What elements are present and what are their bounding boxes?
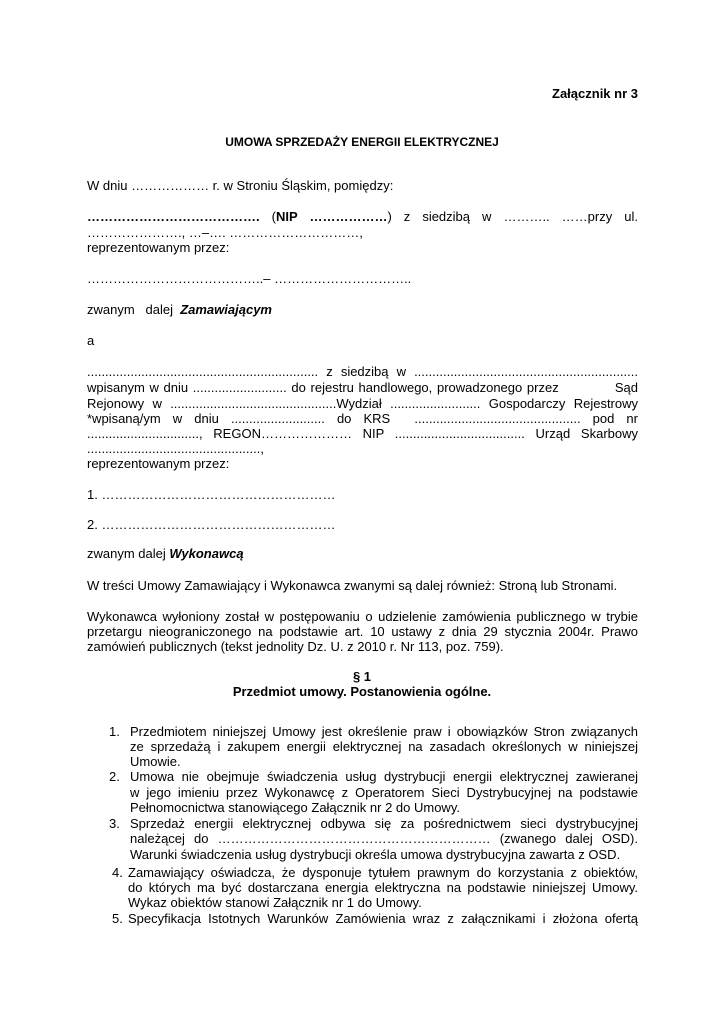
- party2-line4: *wpisaną/ym w dniu .......................... do KRS .............................................. pod nr: [87, 411, 638, 426]
- party2-represented: reprezentowanym przez:: [87, 456, 230, 471]
- item-3-number: 3.: [109, 816, 120, 831]
- item-5-line-1: Specyfikacja Istotnych Warunków Zamówienia wraz z załącznikami i złożona ofertą: [128, 911, 638, 926]
- selection-line-2: przetargu nieograniczonego na podstawie art. 10 ustawy z dnia 29 stycznia 2004r. Prawo: [87, 624, 638, 639]
- item-2-line-1: Umowa nie obejmuje świadczenia usług dystrybucji energii elektrycznej zawieranej: [130, 769, 638, 784]
- selection-line-1: Wykonawca wyłoniony został w postępowaniu o udzielenie zamówienia publicznego w trybie: [87, 609, 638, 624]
- party1-called: [87, 302, 272, 318]
- party2-line1: ................................................................ z siedzibą w ..............................................................: [87, 364, 638, 379]
- item-3-line-1: Sprzedaż energii elektrycznej odbywa się za pośrednictwem sieci dystrybucyjnej: [130, 816, 638, 831]
- item-2-line-3: Pełnomocnictwa stanowiącego Załącznik nr 2 do Umowy.: [130, 800, 460, 815]
- item-2-line-2: w jego imieniu przez Wykonawcę z Operatorem Sieci Dystrybucyjnej na podstawie: [130, 785, 638, 800]
- party2-called-prefix: zwanym dalej: [87, 546, 170, 561]
- party1-called-prefix: zwanym dalej: [87, 302, 181, 317]
- item-3-line-3: Warunki świadczenia usług dystrybucji określa umowa dystrybucyjna zawarta z OSD.: [130, 847, 621, 862]
- party2-called: [87, 546, 244, 562]
- party2-role: Wykonawcą: [169, 546, 244, 561]
- party1-nip-open: (: [259, 209, 276, 224]
- selection-line-3: zamówień publicznych (tekst jednolity Dz. U. z 2010 r. Nr 113, poz. 759).: [87, 639, 504, 654]
- party1-line1: [87, 209, 638, 225]
- party2-representative-1: 1. ………………………………………………: [87, 487, 336, 502]
- document-title: UMOWA SPRZEDAŻY ENERGII ELEKTRYCZNEJ: [225, 135, 499, 149]
- item-4-line-3: Wykaz obiektów stanowi Załącznik nr 1 do Umowy.: [128, 895, 422, 910]
- party1-role: Zamawiającym: [180, 302, 272, 317]
- item-1-line-3: Umowie.: [130, 754, 181, 769]
- item-2-number: 2.: [109, 769, 120, 784]
- party1-line2: …………………., …–…. …………………………,: [87, 225, 363, 240]
- party2-line5: ..............................., REGON………………… NIP .................................... Urząd Skarbowy: [87, 426, 638, 441]
- party2-line6: ................................................,: [87, 441, 264, 456]
- parties-note: W treści Umowy Zamawiający i Wykonawca zwanymi są dalej również: Stroną lub Stronami.: [87, 578, 618, 593]
- item-4-line-1: Zamawiający oświadcza, że dysponuje tytułem prawnym do korzystania z obiektów,: [128, 865, 638, 880]
- section-heading: Przedmiot umowy. Postanowienia ogólne.: [232, 684, 492, 699]
- party2-representative-2: 2. ………………………………………………: [87, 517, 336, 532]
- party1-represented: reprezentowanym przez:: [87, 240, 230, 255]
- party1-nip: NIP ………………: [275, 209, 388, 224]
- and-connector: a: [87, 333, 95, 348]
- section-number: § 1: [352, 669, 372, 684]
- item-1-number: 1.: [109, 724, 120, 739]
- intro-line: W dniu ……………… r. w Stroniu Śląskim, pomiędzy:: [87, 178, 394, 193]
- item-4-line-2: do których ma być dostarczana energia elektryczna na podstawie niniejszej Umowy.: [128, 880, 638, 895]
- party2-line2: wpisanym w dniu .......................... do rejestru handlowego, prowadzonego przez Sąd: [87, 380, 638, 395]
- attachment-label: Załącznik nr 3: [552, 86, 638, 101]
- party1-representative: …………………………………..– …………………………..: [87, 271, 412, 286]
- item-4-number: 4.: [112, 865, 123, 880]
- item-1-line-1: Przedmiotem niniejszej Umowy jest określenie praw i obowiązków Stron związanych: [130, 724, 638, 739]
- item-5-number: 5.: [112, 911, 123, 926]
- item-1-line-2: ze sprzedażą i zakupem energii elektrycznej na zasadach określonych w niniejszej: [130, 739, 638, 754]
- item-3-line-2: należącej do ……………………………………………………… (zwanego dalej OSD).: [130, 831, 638, 846]
- party1-name: ………………………………….: [87, 209, 260, 224]
- party1-address: ) z siedzibą w ……….. ……przy ul.: [387, 209, 638, 224]
- party2-line3: Rejonowy w ..............................................Wydział ......................... Gospodarczy Rejestrowy: [87, 396, 638, 411]
